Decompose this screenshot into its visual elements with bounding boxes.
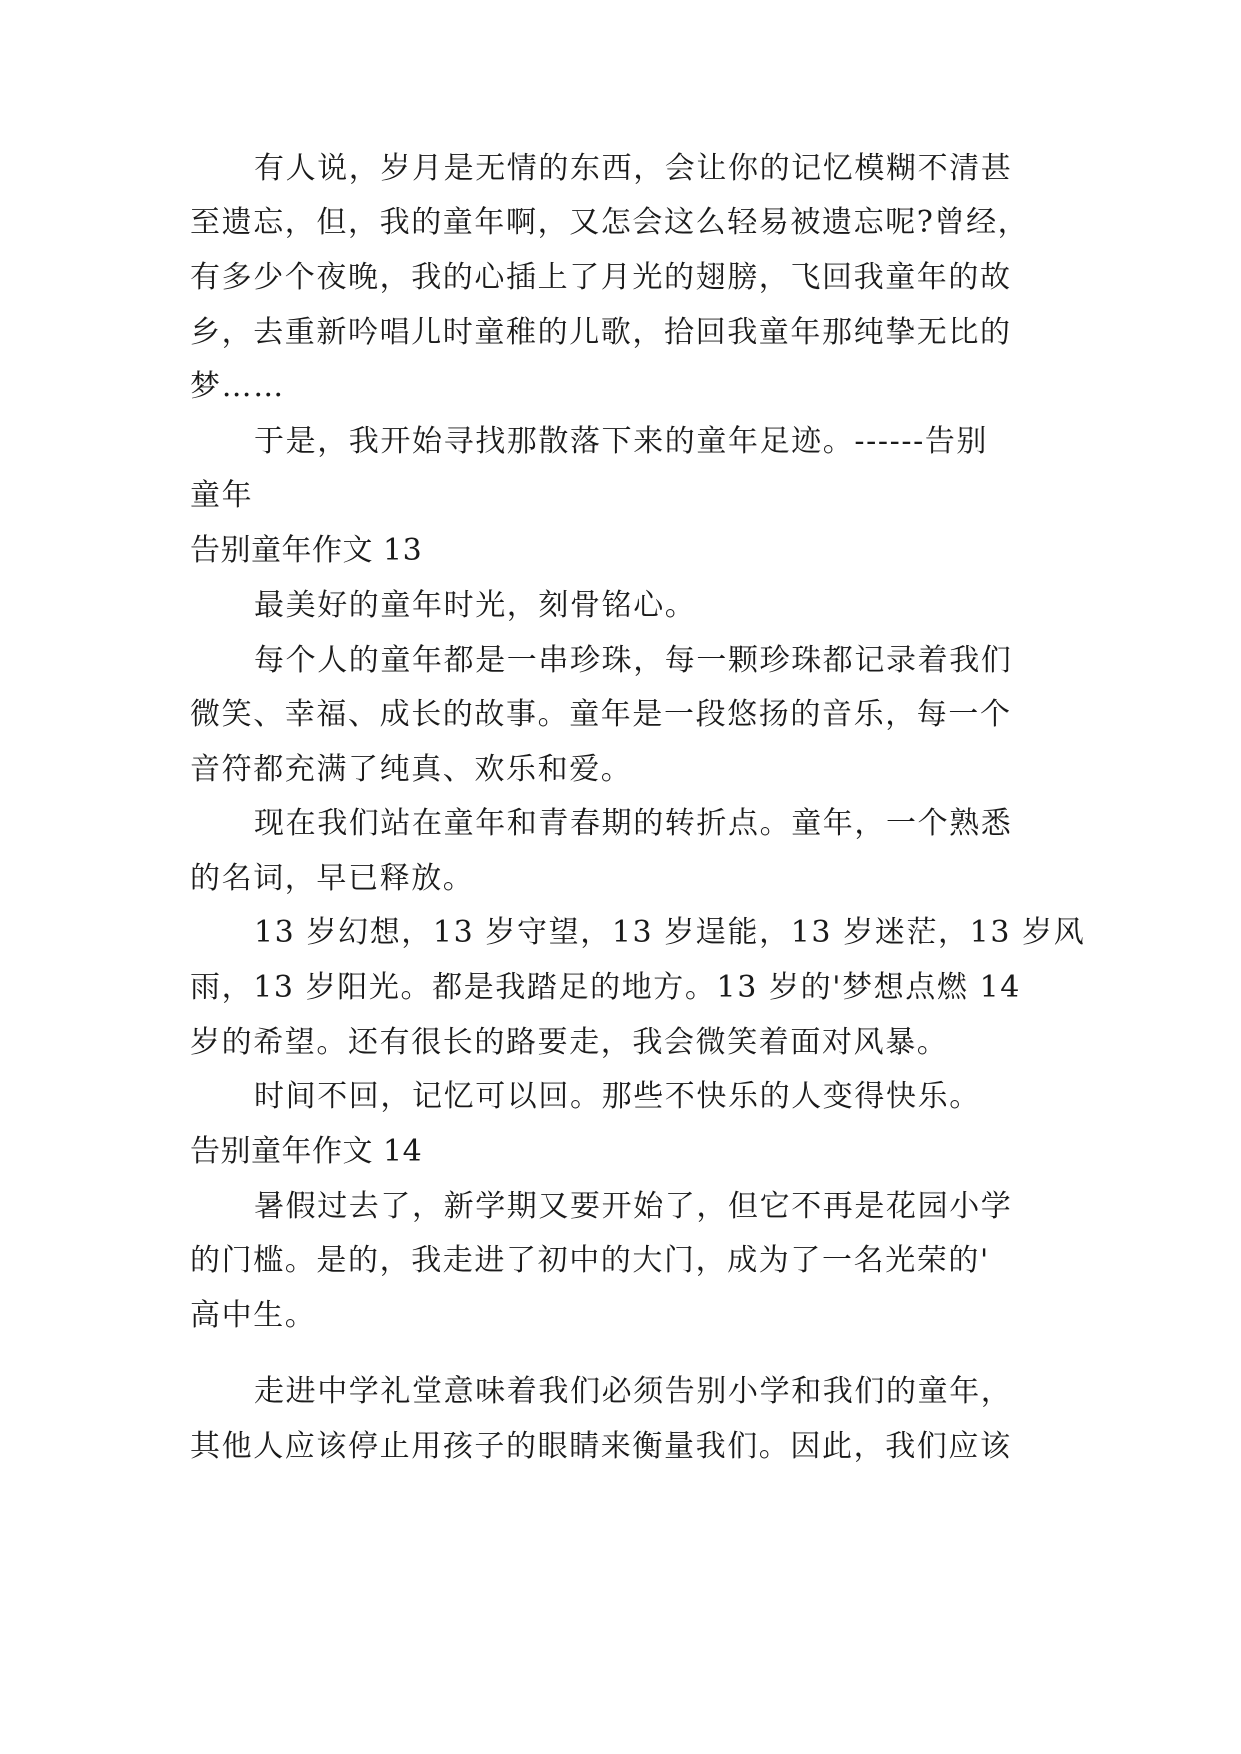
paragraph-line: 时间不回，记忆可以回。那些不快乐的人变得快乐。 xyxy=(254,1079,981,1114)
section-heading: 告别童年作文 13 xyxy=(190,533,423,568)
paragraph-line: 童年 xyxy=(190,478,254,513)
paragraph-line: 的门槛。是的，我走进了初中的大门，成为了一名光荣的' xyxy=(190,1243,990,1278)
paragraph-line: 有多少个夜晚，我的心插上了月光的翅膀，飞回我童年的故 xyxy=(190,260,1012,295)
paragraph-line: 现在我们站在童年和青春期的转折点。童年，一个熟悉 xyxy=(254,806,1013,841)
paragraph-line: 雨，13 岁阳光。都是我踏足的地方。13 岁的'梦想点燃 14 xyxy=(190,970,1021,1005)
paragraph-line: 每个人的童年都是一串珍珠，每一颗珍珠都记录着我们 xyxy=(254,643,1013,678)
section-heading: 告别童年作文 14 xyxy=(190,1134,423,1169)
paragraph-line: 高中生。 xyxy=(190,1298,317,1333)
paragraph-line: 于是，我开始寻找那散落下来的童年足迹。------告别 xyxy=(254,424,989,459)
paragraph-line: 音符都充满了纯真、欢乐和爱。 xyxy=(190,752,633,787)
paragraph-line: 走进中学礼堂意味着我们必须告别小学和我们的童年， xyxy=(254,1374,1013,1409)
paragraph-line: 微笑、幸福、成长的故事。童年是一段悠扬的音乐，每一个 xyxy=(190,697,1012,732)
paragraph-line: 岁的希望。还有很长的路要走，我会微笑着面对风暴。 xyxy=(190,1025,949,1060)
paragraph-line: 有人说，岁月是无情的东西，会让你的记忆模糊不清甚 xyxy=(254,151,1013,186)
paragraph-line: 其他人应该停止用孩子的眼睛来衡量我们。因此，我们应该 xyxy=(190,1429,1012,1464)
paragraph-line: 最美好的童年时光，刻骨铭心。 xyxy=(254,588,697,623)
paragraph-line: 乡，去重新吟唱儿时童稚的儿歌，拾回我童年那纯挚无比的 xyxy=(190,315,1012,350)
paragraph-line: 至遗忘，但，我的童年啊，又怎会这么轻易被遗忘呢?曾经， xyxy=(190,205,1030,240)
paragraph-line: 梦…… xyxy=(190,369,285,404)
paragraph-line: 的名词，早已释放。 xyxy=(190,861,475,896)
paragraph-line: 13 岁幻想，13 岁守望，13 岁逞能，13 岁迷茫，13 岁风 xyxy=(254,915,1086,950)
paragraph-line: 暑假过去了，新学期又要开始了，但它不再是花园小学 xyxy=(254,1189,1013,1224)
